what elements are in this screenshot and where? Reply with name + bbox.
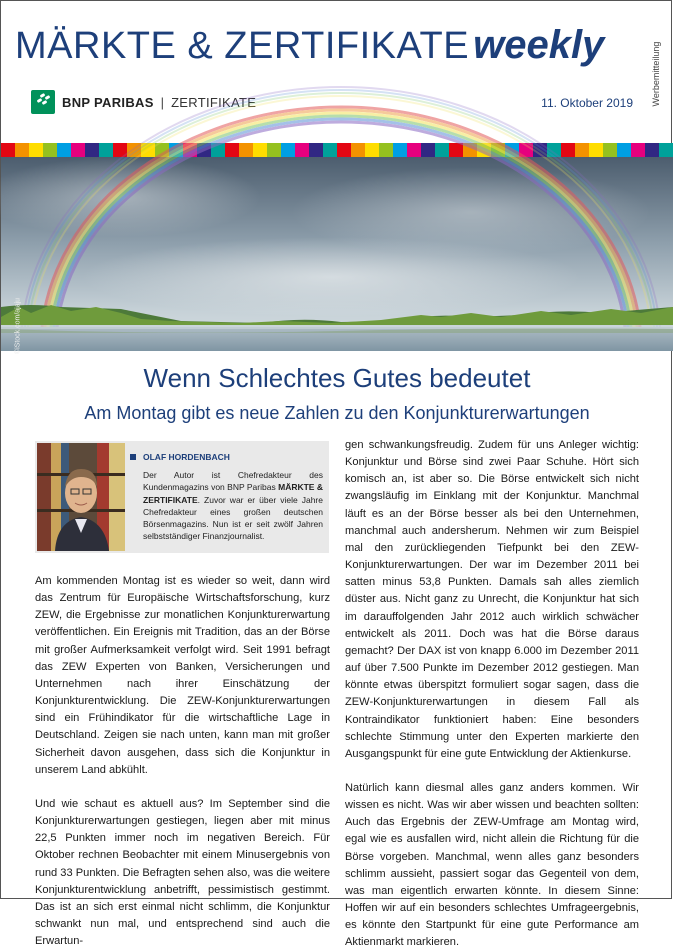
photo-credit-text: ©iStock.com/ajaju [14,297,22,355]
ad-note [649,29,663,119]
brand-sub: ZERTIFIKATE [171,94,257,110]
ad-note-text: Werbemitteilung [651,41,661,107]
masthead-weekly: weekly [473,23,605,67]
stripe-block [323,143,337,157]
bnp-paribas-logo-icon [31,90,55,114]
stripe-block [603,143,617,157]
stripe-block [99,143,113,157]
stripe-block [71,143,85,157]
stripe-block [351,143,365,157]
body-paragraph-3: Natürlich kann diesmal alles ganz anders kommen. Wir wissen es nicht. Was wir aber wissen und beachten sollten: Auch das Ergebnis der ZEW-Umfrage am Montag wird, egal wie es ausfallen wird, nicht allein die Richtung für die Börse vorgeben. Manchmal, wenn alles ganz besonders schlimm aussieht, passiert sogar das Gegenteil von dem, was man eigentlich erwarten könnte. In diesem Sinne: Hoffen wir auf ein besonders schlechtes Umfrageergebnis, es könnte den Startpunkt für eine gute Performance am Aktienmarkt markieren. [345,781,639,949]
stripe-block [57,143,71,157]
hero-image [1,157,673,351]
stripe-block [631,143,645,157]
issue-date: 11. Oktober 2019 [541,96,633,110]
author-portrait-icon [37,443,125,551]
stripe-block [281,143,295,157]
stripe-block [659,143,673,157]
stripe-block [337,143,351,157]
stripe-block [575,143,589,157]
stripe-block [589,143,603,157]
stripe-block [267,143,281,157]
photo-credit [13,297,23,355]
rainbow-lake-picture [1,157,673,351]
stripe-block [309,143,323,157]
stripe-block [449,143,463,157]
brand-separator: | [160,94,165,110]
stripe-block [561,143,575,157]
stripe-block [85,143,99,157]
column-left [35,573,330,950]
brand-name: BNP PARIBAS [62,94,154,110]
stripe-block [435,143,449,157]
body-paragraph-2-start: Und wie schaut es aktuell aus? Im September sind die Konjunkturerwartungen gestiegen, liegen aber mit minus 22,5 Punkten immer noch im negativen Bereich. Für Oktober rechnen Beobachter mit einem Minusergebnis von rund 33 Punkten. Die Befragten sehen also, was die weitere Konjunkturentwicklung anbetrifft, pessimistisch gestimmt. Das ist an sich erst einmal nicht schlimm, die Konjunktur schwankt nun mal, und entsprechend sind auch die Erwartun- [35,797,330,948]
author-box [35,441,329,553]
stripe-block [645,143,659,157]
author-bio-text: Der Autor ist Chefredakteur des Kundenmagazins von BNP Paribas MÄRKTE & ZERTIFIKATE. Zuvor war er über viele Jahre Chefredakteur eines großen deutschen Börsenmagazins. Nun ist er seit zwölf Jahren selbstständiger Finanzjournalist. [143,470,323,542]
stripe-block [1,143,15,157]
masthead [15,23,604,73]
stripe-block [407,143,421,157]
stripe-block [393,143,407,157]
author-bio [143,451,323,542]
author-name: OLAF HORDENBACH [143,451,323,463]
stripe-block [295,143,309,157]
article-subheadline: Am Montag gibt es neue Zahlen zu den Konjunkturerwartungen [84,403,590,423]
masthead-title: MÄRKTE & ZERTIFIKATE [15,25,470,67]
stripe-block [421,143,435,157]
stripe-block [379,143,393,157]
stripe-block [253,143,267,157]
stripe-block [15,143,29,157]
stripe-block [43,143,57,157]
bullet-square-icon [130,454,136,460]
article-headline: Wenn Schlechtes Gutes bedeutet [143,363,531,393]
stripe-block [617,143,631,157]
stripe-block [365,143,379,157]
body-paragraph-2-end: gen schwankungsfreudig. Zudem für uns Anleger wichtig: Konjunktur und Börse sind zwei Paar Schuhe. Hört sich komisch an, ist aber so. Die Börse entwickelt sich nicht zwangsläufig im Einklang mit der Konjunktur. Manchmal läuft es an der Börse besser als bei den Unternehmen, manchmal auch andersherum. Nehmen wir zum Beispiel mal den zurückliegenden Tiefpunkt bei den ZEW-Konjunkturerwartungen. Der war im Dezember 2011 bei satten minus 53,8 Punkten. Damals sah alles ziemlich düster aus. Nicht ganz zu Unrecht, die Konjunktur hat sich im darauffolgenden Jahr 2012 auch wirklich schwächer entwickelt als 2011. Doch was hat die Börse daraus gemacht? Der DAX ist von knapp 6.000 im Dezember 2011 auf über 7.500 Punkte im Dezember 2012 gestiegen. Man könnte etwas überspitzt formuliert sogar sagen, dass die ZEW-Konjunkturerwartungen in diesem Fall als Kontraindikator funktioniert haben: Eine besonders schlechte Stimmung unter den Experten markierte den Ausgangspunkt für eine gute Entwicklung der Aktienkurse. [345,439,639,760]
color-stripe [1,143,673,157]
stripe-block [239,143,253,157]
stripe-block [29,143,43,157]
column-right [345,437,639,952]
body-paragraph-1: Am kommenden Montag ist es wieder so weit, dann wird das Zentrum für Europäische Wirtschaftsforschung, kurz ZEW, die Ergebnisse zur monatlichen Konjunkturerwartung veröffentlichen. Ein Ereignis mit Tradition, das an der Börse mit großer Aufmerksamkeit verfolgt wird. Seit 1991 befragt das ZEW Experten von Banken, Versicherungen und Unternehmen nach ihrer Einschätzung der Konjunkturentwicklung. Die ZEW-Konjunkturerwartungen sind ein Frühindikator für die wirtschaftliche Lage in Deutschland. Zeigen sie nach unten, kann man mit großer Sicherheit davon ausgehen, dass sich die Konjunktur in unserem Land abkühlt. [35,575,330,776]
stripe-block [225,143,239,157]
author-photo [37,443,125,551]
